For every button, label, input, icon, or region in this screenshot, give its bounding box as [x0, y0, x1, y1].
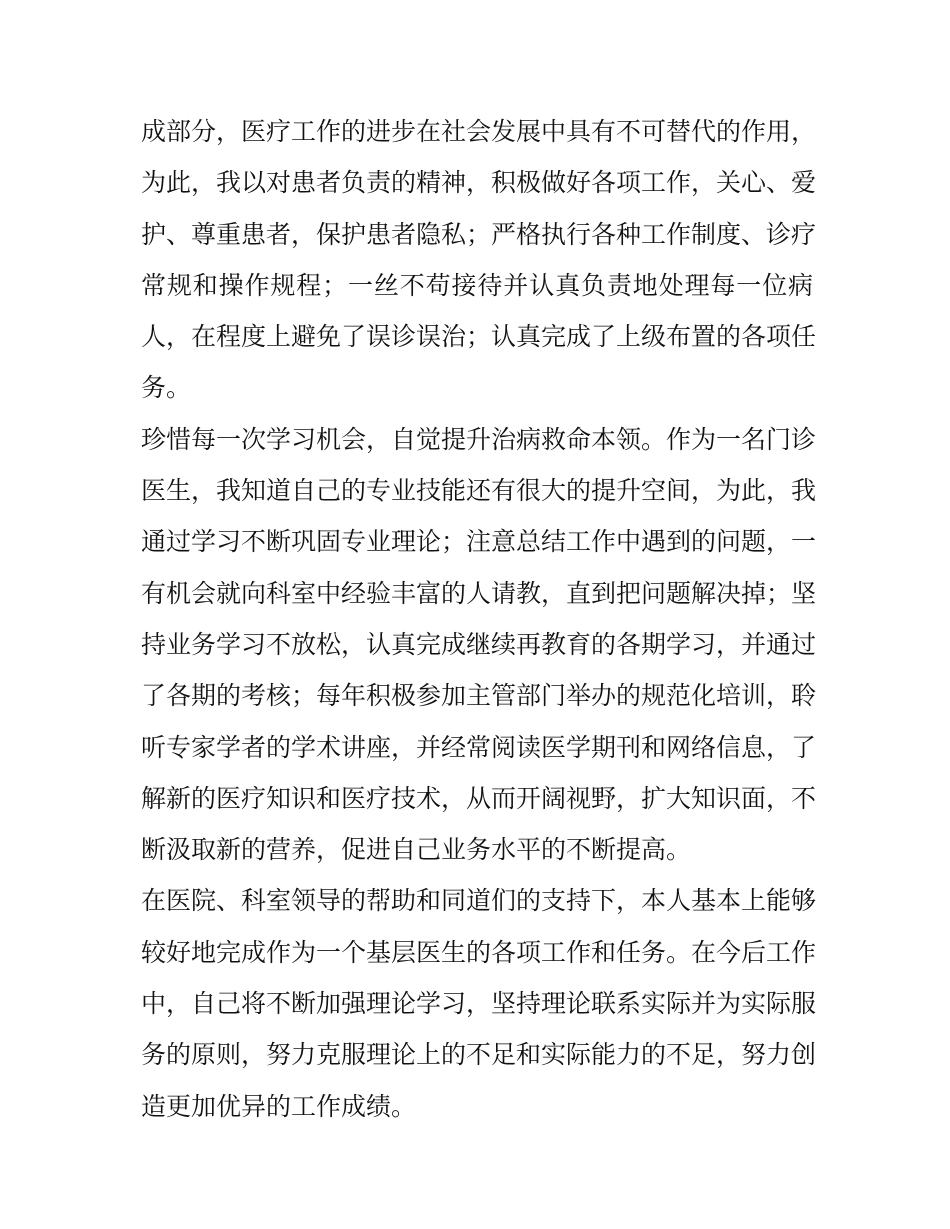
- paragraph-1: [141, 106, 817, 414]
- text-line: 解新的医疗知识和医疗技术，从而开阔视野，扩大知识面，不: [141, 783, 817, 813]
- text-line: 常规和操作规程；一丝不苟接待并认真负责地处理每一位病: [141, 270, 813, 300]
- text-line: 人，在程度上避免了误诊误治；认真完成了上级布置的各项任: [141, 322, 817, 352]
- text-line: 珍惜每一次学习机会，自觉提升治病救命本领。作为一名门诊: [141, 424, 817, 454]
- text-line: 较好地完成作为一个基层医生的各项工作和任务。在今后工作: [141, 937, 817, 967]
- text-line: 断汲取新的营养，促进自己业务水平的不断提高。: [141, 835, 692, 865]
- text-line: 通过学习不断巩固专业理论；注意总结工作中遇到的问题，一: [141, 527, 817, 557]
- text-line: 中，自己将不断加强理论学习，坚持理论联系实际并为实际服: [141, 989, 817, 1019]
- body-text: [141, 106, 817, 1132]
- text-line: 医生，我知道自己的专业技能还有很大的提升空间，为此，我: [141, 476, 817, 506]
- text-line: 务。: [141, 373, 192, 403]
- text-line: 了各期的考核；每年积极参加主管部门举办的规范化培训，聆: [141, 681, 817, 711]
- text-line: 造更加优异的工作成绩。: [141, 1091, 417, 1121]
- text-line: 为此，我以对患者负责的精神，积极做好各项工作，关心、爱: [141, 168, 817, 198]
- paragraph-2: [141, 414, 817, 876]
- paragraph-3: [141, 875, 817, 1131]
- text-line: 听专家学者的学术讲座，并经常阅读医学期刊和网络信息，了: [141, 732, 817, 762]
- text-line: 护、尊重患者，保护患者隐私；严格执行各种工作制度、诊疗: [141, 219, 817, 249]
- text-line: 持业务学习不放松，认真完成继续再教育的各期学习，并通过: [141, 629, 817, 659]
- text-line: 有机会就向科室中经验丰富的人请教，直到把问题解决掉；坚: [141, 578, 817, 608]
- text-line: 在医院、科室领导的帮助和同道们的支持下，本人基本上能够: [141, 886, 817, 916]
- text-line: 成部分，医疗工作的进步在社会发展中具有不可替代的作用，: [141, 117, 817, 146]
- text-line: 务的原则，努力克服理论上的不足和实际能力的不足，努力创: [141, 1040, 817, 1070]
